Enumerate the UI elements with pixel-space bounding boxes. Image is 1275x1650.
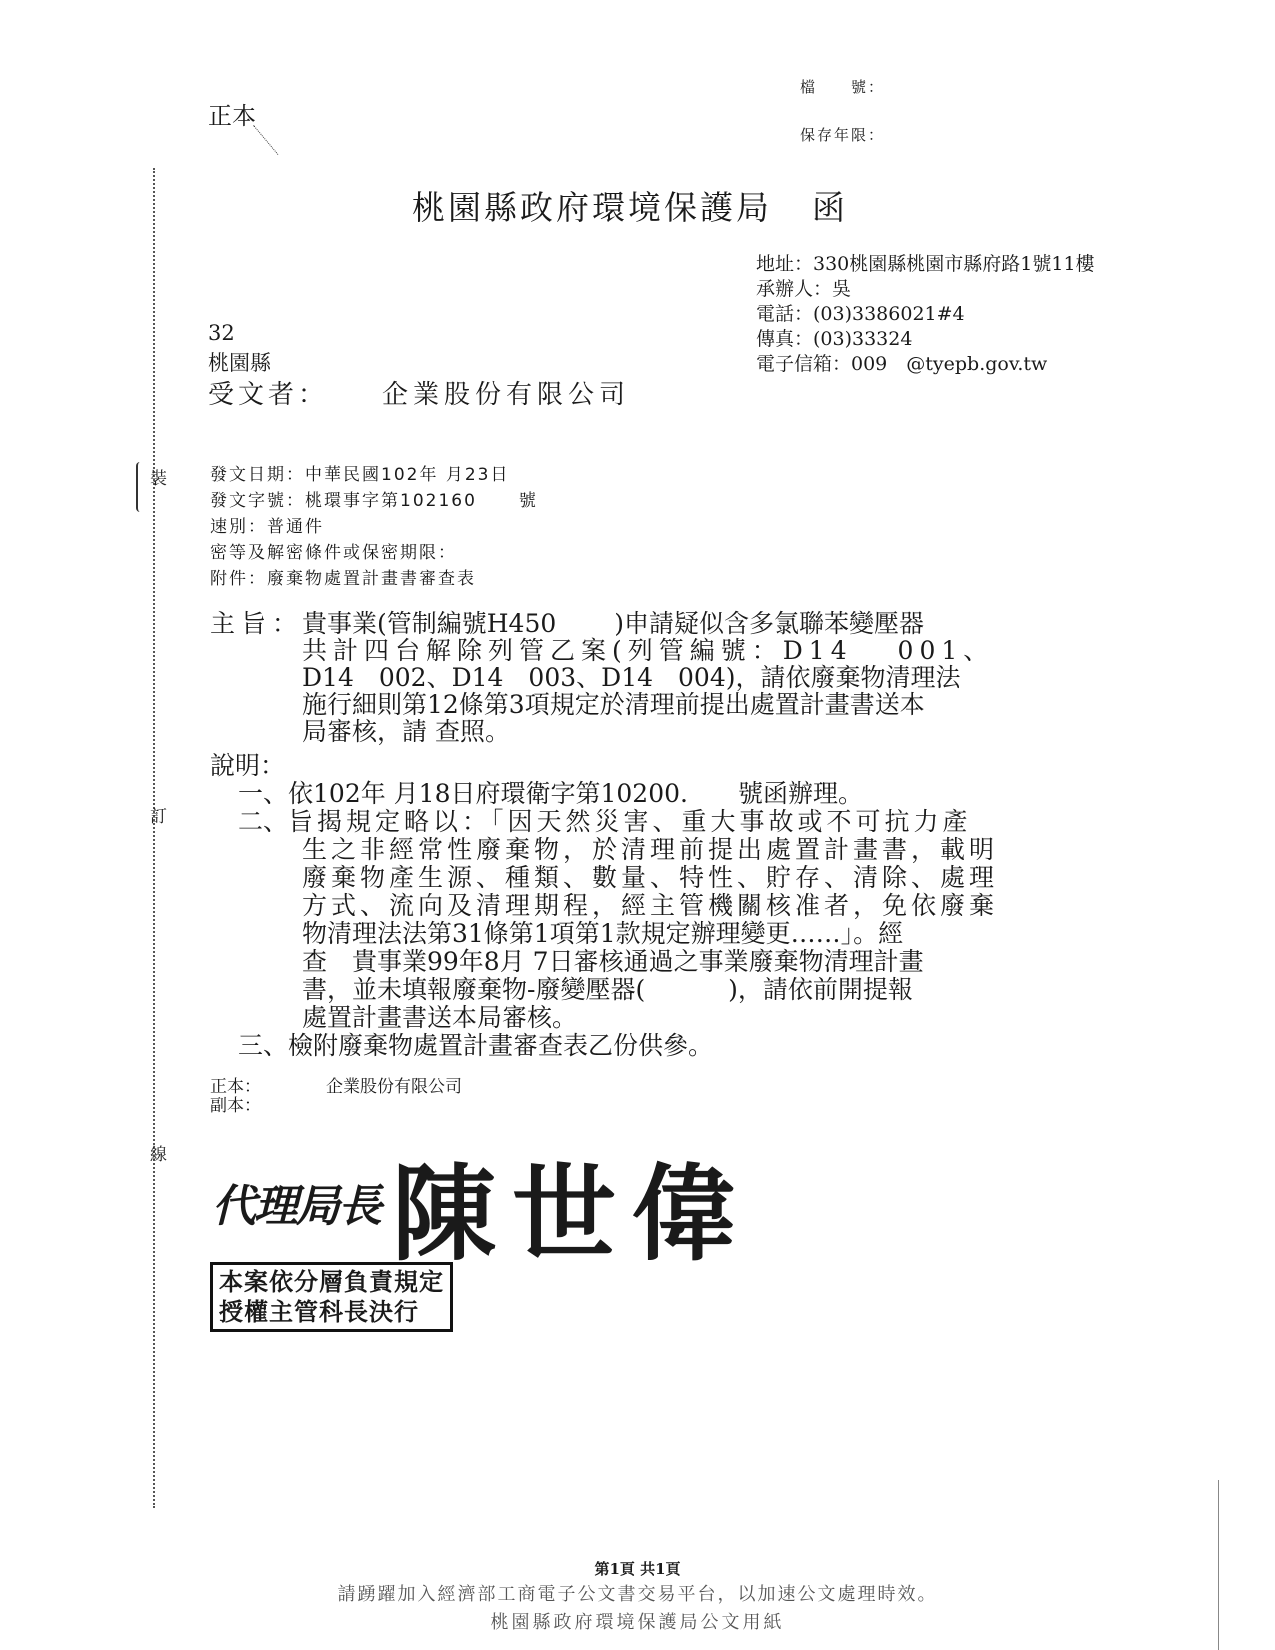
contact-block xyxy=(756,252,1095,377)
subject-line: 共計四台解除列管乙案(列管編號：D14 001、 xyxy=(302,636,995,665)
security-classification: 密等及解密條件或保密期限： xyxy=(210,543,457,563)
cc-copy-label: 副本： xyxy=(210,1096,261,1116)
subject-line: 貴事業(管制編號H450 )申請疑似含多氯聯苯變壓器 xyxy=(302,609,924,638)
contact-address: 地址：330桃園縣桃園市縣府路1號11樓 xyxy=(756,253,1095,275)
subject-line: D14 002、D14 003、D14 004)，請依廢棄物清理法 xyxy=(302,663,961,692)
delegation-stamp xyxy=(210,1262,453,1332)
stamp-line-2: 授權主管科長決行 xyxy=(219,1297,419,1326)
recipient-line xyxy=(208,380,630,410)
item-number: 三、 xyxy=(238,1031,289,1060)
document-number-row xyxy=(210,488,538,514)
subject-line: 施行細則第12條第3項規定於清理前提出處置計畫書送本 xyxy=(302,690,925,719)
subject-section xyxy=(210,610,994,745)
binding-mark-top: 裝 xyxy=(150,469,167,489)
explanation-item-3 xyxy=(210,1032,998,1060)
item-number: 一、 xyxy=(238,779,289,808)
explanation-label: 說明： xyxy=(210,751,286,780)
retention-period-label: 保存年限： xyxy=(800,126,886,144)
recipient-name: 企業股份有限公司 xyxy=(382,380,631,410)
delivery-speed: 速別：普通件 xyxy=(210,517,324,537)
item-text: 查 貴事業99年8月 7日審核通過之事業廢棄物清理計畫 xyxy=(302,947,924,976)
contact-fax: 傳真：(03)33324 xyxy=(756,328,913,350)
copy-tag: 正本 xyxy=(208,102,256,130)
contact-handler: 承辦人：吳 xyxy=(756,278,852,300)
explanation-section xyxy=(210,752,998,1060)
document-meta xyxy=(210,462,538,592)
recipient-label: 受文者： xyxy=(208,380,329,410)
explanation-item-1 xyxy=(210,780,998,808)
file-number-label: 檔 號： xyxy=(800,78,886,96)
recipient-county: 桃園縣 xyxy=(208,351,271,375)
original-copy-recipient: 企業股份有限公司 xyxy=(326,1077,462,1097)
item-text: 旨揭規定略以：「因天然災害、重大事故或不可抗力產 xyxy=(288,807,972,836)
item-text: 處置計畫書送本局審核。 xyxy=(302,1003,578,1032)
item-text: 物清理法法第31條第1項第1款規定辦理變更……」。經 xyxy=(302,919,904,948)
contact-phone: 電話：(03)3386021#4 xyxy=(756,303,965,325)
document-title xyxy=(412,182,848,229)
document-number-suffix: 號 xyxy=(518,491,538,511)
item-text: 依102年 月18日府環衛字第10200. 號函辦理。 xyxy=(288,779,863,808)
item-text: 書，並未填報廢棄物-廢變壓器( )，請依前開提報 xyxy=(302,975,913,1004)
item-text: 方式、流向及清理期程，經主管機關核准者，免依廢棄 xyxy=(302,891,999,920)
subject-label: 主旨： xyxy=(210,609,304,638)
item-text: 檢附廢棄物處置計畫審查表乙份供參。 xyxy=(288,1031,714,1060)
item-number: 二、 xyxy=(238,807,289,836)
contact-email: 電子信箱：009 @tyepb.gov.tw xyxy=(756,353,1048,375)
issue-date: 發文日期：中華民國102年 月23日 xyxy=(210,465,510,485)
attachment: 附件：廢棄物處置計畫書審查表 xyxy=(210,569,476,589)
binding-margin-line xyxy=(153,168,155,1508)
explanation-item-2 xyxy=(210,808,998,836)
signatory-name-seal: 陳世偉 xyxy=(392,1152,753,1275)
original-copy-label: 正本： xyxy=(210,1077,261,1097)
handwritten-scribble xyxy=(253,107,300,155)
page-indicator: 第1頁 共1頁 xyxy=(594,1560,681,1578)
agency-name: 桃園縣政府環境保護局 xyxy=(412,188,772,227)
footer-paper-label: 桃園縣政府環境保護局公文用紙 xyxy=(490,1612,785,1633)
binding-mark-bottom: 線 xyxy=(150,1145,167,1165)
binding-bracket-mark xyxy=(136,462,144,512)
document-number: 發文字號：桃環事字第102160 xyxy=(210,491,477,511)
recipient-postal-code: 32 xyxy=(208,321,235,345)
item-text: 生之非經常性廢棄物，於清理前提出處置計畫書，載明 xyxy=(302,835,999,864)
footer-note: 請踴躍加入經濟部工商電子公文書交易平台，以加速公文處理時效。 xyxy=(337,1584,938,1605)
copies-block xyxy=(210,1077,462,1116)
document-kind: 函 xyxy=(812,188,848,227)
binding-mark-middle: 訂 xyxy=(150,807,167,827)
item-text: 廢棄物產生源、種類、數量、特性、貯存、清除、處理 xyxy=(302,863,999,892)
recipient-block xyxy=(208,318,630,410)
subject-line: 局審核，請 查照。 xyxy=(302,717,510,746)
signatory-title: 代理局長 xyxy=(212,1181,380,1232)
stamp-line-1: 本案依分層負責規定 xyxy=(219,1267,444,1296)
